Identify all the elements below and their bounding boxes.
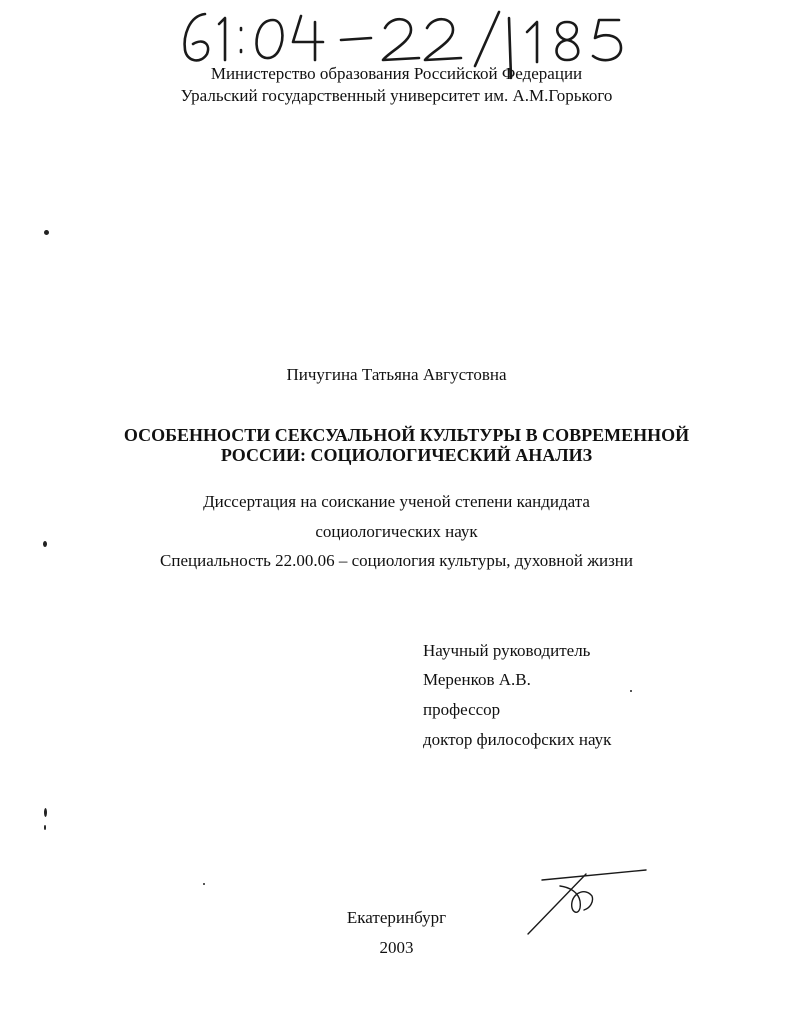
- signature: [520, 862, 650, 942]
- scan-speck: [44, 825, 46, 830]
- advisor-name: Меренков А.В.: [423, 670, 531, 689]
- university-name: Уральский государственный университет им. А.М.Горького: [180, 86, 613, 105]
- scan-speck: [44, 808, 47, 817]
- scan-speck: [43, 541, 47, 547]
- title-line-1: ОСОБЕННОСТИ СЕКСУАЛЬНОЙ КУЛЬТУРЫ В СОВРЕМЕННОЙ: [123, 425, 690, 445]
- scan-speck: [44, 230, 49, 235]
- author-name: Пичугина Татьяна Августовна: [286, 365, 507, 384]
- degree-line-1: Диссертация на соискание ученой степени кандидата: [203, 492, 590, 511]
- specialty-line: Специальность 22.00.06 – социология культуры, духовной жизни: [160, 551, 633, 570]
- ministry-name: Министерство образования Российской Федерации: [210, 64, 583, 83]
- scan-speck: [203, 883, 205, 885]
- title-line-2: РОССИИ: СОЦИОЛОГИЧЕСКИЙ АНАЛИЗ: [220, 445, 593, 465]
- advisor-degree: доктор философских наук: [423, 730, 612, 749]
- year: 2003: [379, 938, 414, 957]
- degree-line-2: социологических наук: [315, 522, 478, 541]
- city: Екатеринбург: [346, 908, 447, 927]
- scan-speck: [630, 690, 632, 692]
- advisor-position: профессор: [423, 700, 501, 719]
- advisor-role: Научный руководитель: [423, 641, 591, 660]
